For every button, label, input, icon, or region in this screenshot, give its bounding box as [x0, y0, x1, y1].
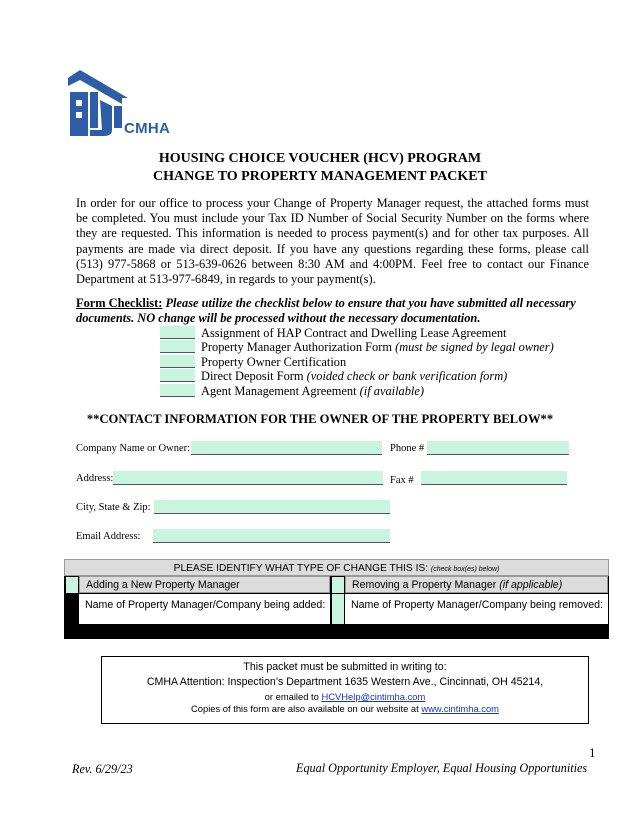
- add-name-label: Name of Property Manager/Company being added:: [85, 599, 326, 611]
- checkbox[interactable]: [160, 384, 195, 397]
- change-type-title: PLEASE IDENTIFY WHAT TYPE OF CHANGE THIS IS:: [173, 563, 429, 574]
- checklist-item[interactable]: [160, 340, 554, 355]
- footer-tagline: Equal Opportunity Employer, Equal Housing Opportunities: [296, 761, 588, 775]
- add-option-header: [79, 576, 330, 593]
- email-label: Email Address:: [76, 531, 141, 542]
- submission-line2: CMHA Attention: Inspection’s Department 1635 Western Ave., Cincinnati, OH 45214,: [146, 676, 544, 688]
- checklist-item[interactable]: [160, 384, 424, 399]
- help-email-link[interactable]: HCVHelp@cintimha.com: [321, 691, 426, 702]
- checklist-item-note: (if available): [359, 384, 424, 398]
- checklist-item[interactable]: [160, 369, 507, 384]
- email-field[interactable]: [153, 529, 390, 543]
- company-label: Company Name or Owner:: [76, 443, 191, 454]
- remove-name-field[interactable]: [345, 594, 608, 624]
- remove-option-label: Removing a Property Manager: [352, 579, 497, 591]
- website-link[interactable]: www.cintimha.com: [421, 703, 499, 714]
- checkbox[interactable]: [160, 340, 195, 353]
- phone-field[interactable]: [427, 441, 569, 455]
- checkbox[interactable]: [160, 326, 195, 339]
- checklist-heading: [76, 296, 616, 326]
- checklist-item-label: Agent Management Agreement: [201, 384, 357, 398]
- add-checkbox[interactable]: [66, 577, 78, 593]
- address-field[interactable]: [113, 471, 383, 485]
- submission-email-prefix: or emailed to: [264, 691, 319, 702]
- checklist-item-label: Property Manager Authorization Form: [201, 340, 392, 354]
- intro-paragraph: In order for our office to process your Change of Property Manager request, the attached forms must be completed. You must include your Tax ID Number of Social Security Number on the forms where they are requested. This information is needed to process payment(s) and for other tax purposes. All payments are made via direct deposit. If you have any questions regarding these forms, please call (513) 977-5868 or 513-639-0626 between 8:30 AM and 4:00PM. Feel free to contact our Finance Department at 513-977-6849, in regards to your payment(s).: [76, 196, 589, 287]
- cmha-logo: [68, 70, 180, 138]
- checklist-instructions: Please utilize the checklist below to ensure that you have submitted all necessary documents. NO change will be processed without the necessary documentation.: [76, 296, 576, 325]
- phone-label: Phone #: [390, 443, 425, 454]
- checklist-item-label: Direct Deposit Form: [201, 369, 304, 383]
- fax-label: Fax #: [390, 475, 414, 486]
- remove-option-header: [345, 576, 608, 593]
- checkbox[interactable]: [160, 355, 195, 368]
- contact-heading: **CONTACT INFORMATION FOR THE OWNER OF THE PROPERTY BELOW**: [86, 412, 554, 426]
- checklist-item-label: Assignment of HAP Contract and Dwelling Lease Agreement: [201, 326, 507, 340]
- checklist-item-note: (must be signed by legal owner): [395, 340, 554, 354]
- checklist-item[interactable]: [160, 326, 506, 341]
- address-label: Address:: [76, 473, 114, 484]
- add-option-label: Adding a New Property Manager: [86, 579, 240, 591]
- submission-line1: This packet must be submitted in writing to:: [243, 661, 447, 673]
- remove-name-label: Name of Property Manager/Company being removed:: [351, 599, 604, 611]
- change-type-heading: [64, 559, 609, 576]
- house-logo-icon: [68, 70, 128, 138]
- checklist-item-note: (voided check or bank verification form): [306, 369, 508, 383]
- fax-field[interactable]: [421, 471, 567, 485]
- city-state-zip-field[interactable]: [154, 500, 390, 514]
- submission-website-line: [102, 703, 588, 714]
- add-name-field[interactable]: [79, 594, 330, 624]
- checkbox[interactable]: [160, 369, 195, 382]
- revision-date: Rev. 6/29/23: [72, 762, 133, 776]
- checklist-item-label: Property Owner Certification: [201, 355, 347, 369]
- remove-option-note: (if applicable): [499, 579, 563, 591]
- logo-text: CMHA: [124, 120, 171, 137]
- submission-email-line: [102, 691, 588, 702]
- submission-box: [101, 656, 589, 724]
- page-number: 1: [589, 745, 596, 760]
- submission-website-prefix: Copies of this form are also available on our website at: [191, 703, 419, 714]
- city-state-zip-label: City, State & Zip:: [76, 502, 151, 513]
- checklist-title: Form Checklist:: [76, 296, 163, 310]
- change-type-note: (check box(es) below): [430, 566, 500, 573]
- company-field[interactable]: [191, 441, 382, 455]
- page-title-line1: HOUSING CHOICE VOUCHER (HCV) PROGRAM: [158, 151, 482, 166]
- change-type-table: [64, 559, 609, 639]
- checklist-item[interactable]: [160, 355, 346, 370]
- page-title-line2: CHANGE TO PROPERTY MANAGEMENT PACKET: [153, 169, 487, 184]
- remove-checkbox[interactable]: [332, 577, 344, 593]
- remove-name-marker: [332, 594, 344, 624]
